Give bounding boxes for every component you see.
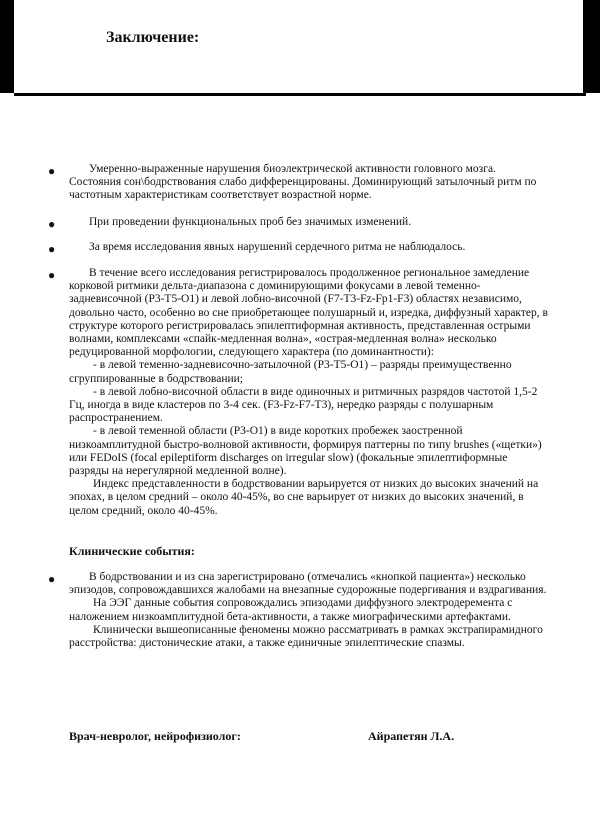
finding-text: При проведении функциональных проб без значимых изменений. xyxy=(89,216,412,228)
finding-text: За время исследования явных нарушений сердечного ритма не наблюдалось. xyxy=(89,241,466,253)
bullet-icon: ● xyxy=(48,572,56,586)
header-title: Заключение: xyxy=(106,29,200,46)
signature-role: Врач-невролог, нейрофизиолог: xyxy=(69,729,241,743)
finding-subitem: Индекс представленности в бодрствовании варьируется от низких до высоких значений на эпохах, в целом средний – около 40-45%, во сне варьирует от низких до высоких значений, в целом средний, около 40-45%. xyxy=(69,478,539,517)
finding-paragraph xyxy=(69,216,549,229)
finding-paragraph xyxy=(69,267,549,518)
finding-text: В течение всего исследования регистрировалось продолженное региональное замедление корковой ритмики дельта-диапазона с доминирующими фокусами в левой теменно-задневисочной (P3-T5-O1) и левой лобно-височной (F7-T3-Fz-Fp1-F3) областях независимо, довольно часто, особенно во сне приобретающее полушарный и, изредка, диффузный характер, в структуре которого регистрировалась эпилептиформная активность, представленная острыми волнами, комплексами «спайк-медленная волна», «острая-медленная волна» несколько редуцированной морфологии, следующего характера (по доминантности): xyxy=(69,267,548,359)
signature-name: Айрапетян Л.А. xyxy=(368,729,455,743)
bullet-icon: ● xyxy=(48,242,56,256)
bullet-icon: ● xyxy=(48,268,56,282)
clinical-paragraph xyxy=(69,571,549,650)
clinical-text: На ЭЭГ данные события сопровождались эпизодами диффузного электродеремента с наложением низкоамплитудной бета-активности, а также миографическими артефактами. xyxy=(69,597,513,623)
finding-text: Умеренно-выраженные нарушения биоэлектрической активности головного мозга. Состояния сон\бодрствования слабо дифференцированы. Доминирующий затылочный ритм по частотным характеристикам соответствует возрастной норме. xyxy=(69,163,537,202)
finding-paragraph xyxy=(69,163,549,203)
finding-subitem: - в левой теменной области (P3-O1) в виде коротких пробежек заостренной низкоамплитудной быстро-волновой активности, формируя паттерны по типу brushes («щетки») или FEDoIS (focal epileptiform discharges on irregular slow) (фокальные эпилептиформные разряды на нерегулярной медленной волне). xyxy=(69,425,542,478)
bullet-icon: ● xyxy=(48,164,56,178)
header-box xyxy=(14,0,586,93)
clinical-text: Клинически вышеописанные феномены можно рассматривать в рамках экстрапирамидного расстройства: дистонические атаки, а также единичные эпилептические спазмы. xyxy=(69,623,543,650)
clinical-events-title: Клинические события: xyxy=(69,544,195,558)
finding-subitem: - в левой лобно-височной области в виде одиночных и ритмичных разрядов частотой 1,5-2 Гц, иногда в виде кластеров по 3-4 сек. (F3-Fz-F7-T3), нередко разряды с полушарным распространением. xyxy=(69,385,538,425)
body-box xyxy=(0,93,600,824)
bullet-icon: ● xyxy=(48,217,56,231)
finding-subitem: - в левой теменно-задневисочно-затылочной (P3-T5-O1) – разряды преимущественно сгруппированные в бодрствовании; xyxy=(69,359,512,385)
clinical-text: В бодрствовании и из сна зарегистрировано (отмечались «кнопкой пациента») несколько эпизодов, сопровождавшихся жалобами на внезапные судорожные подергивания и вздрагивания. xyxy=(69,571,547,597)
divider xyxy=(14,93,586,96)
finding-paragraph xyxy=(69,241,549,254)
